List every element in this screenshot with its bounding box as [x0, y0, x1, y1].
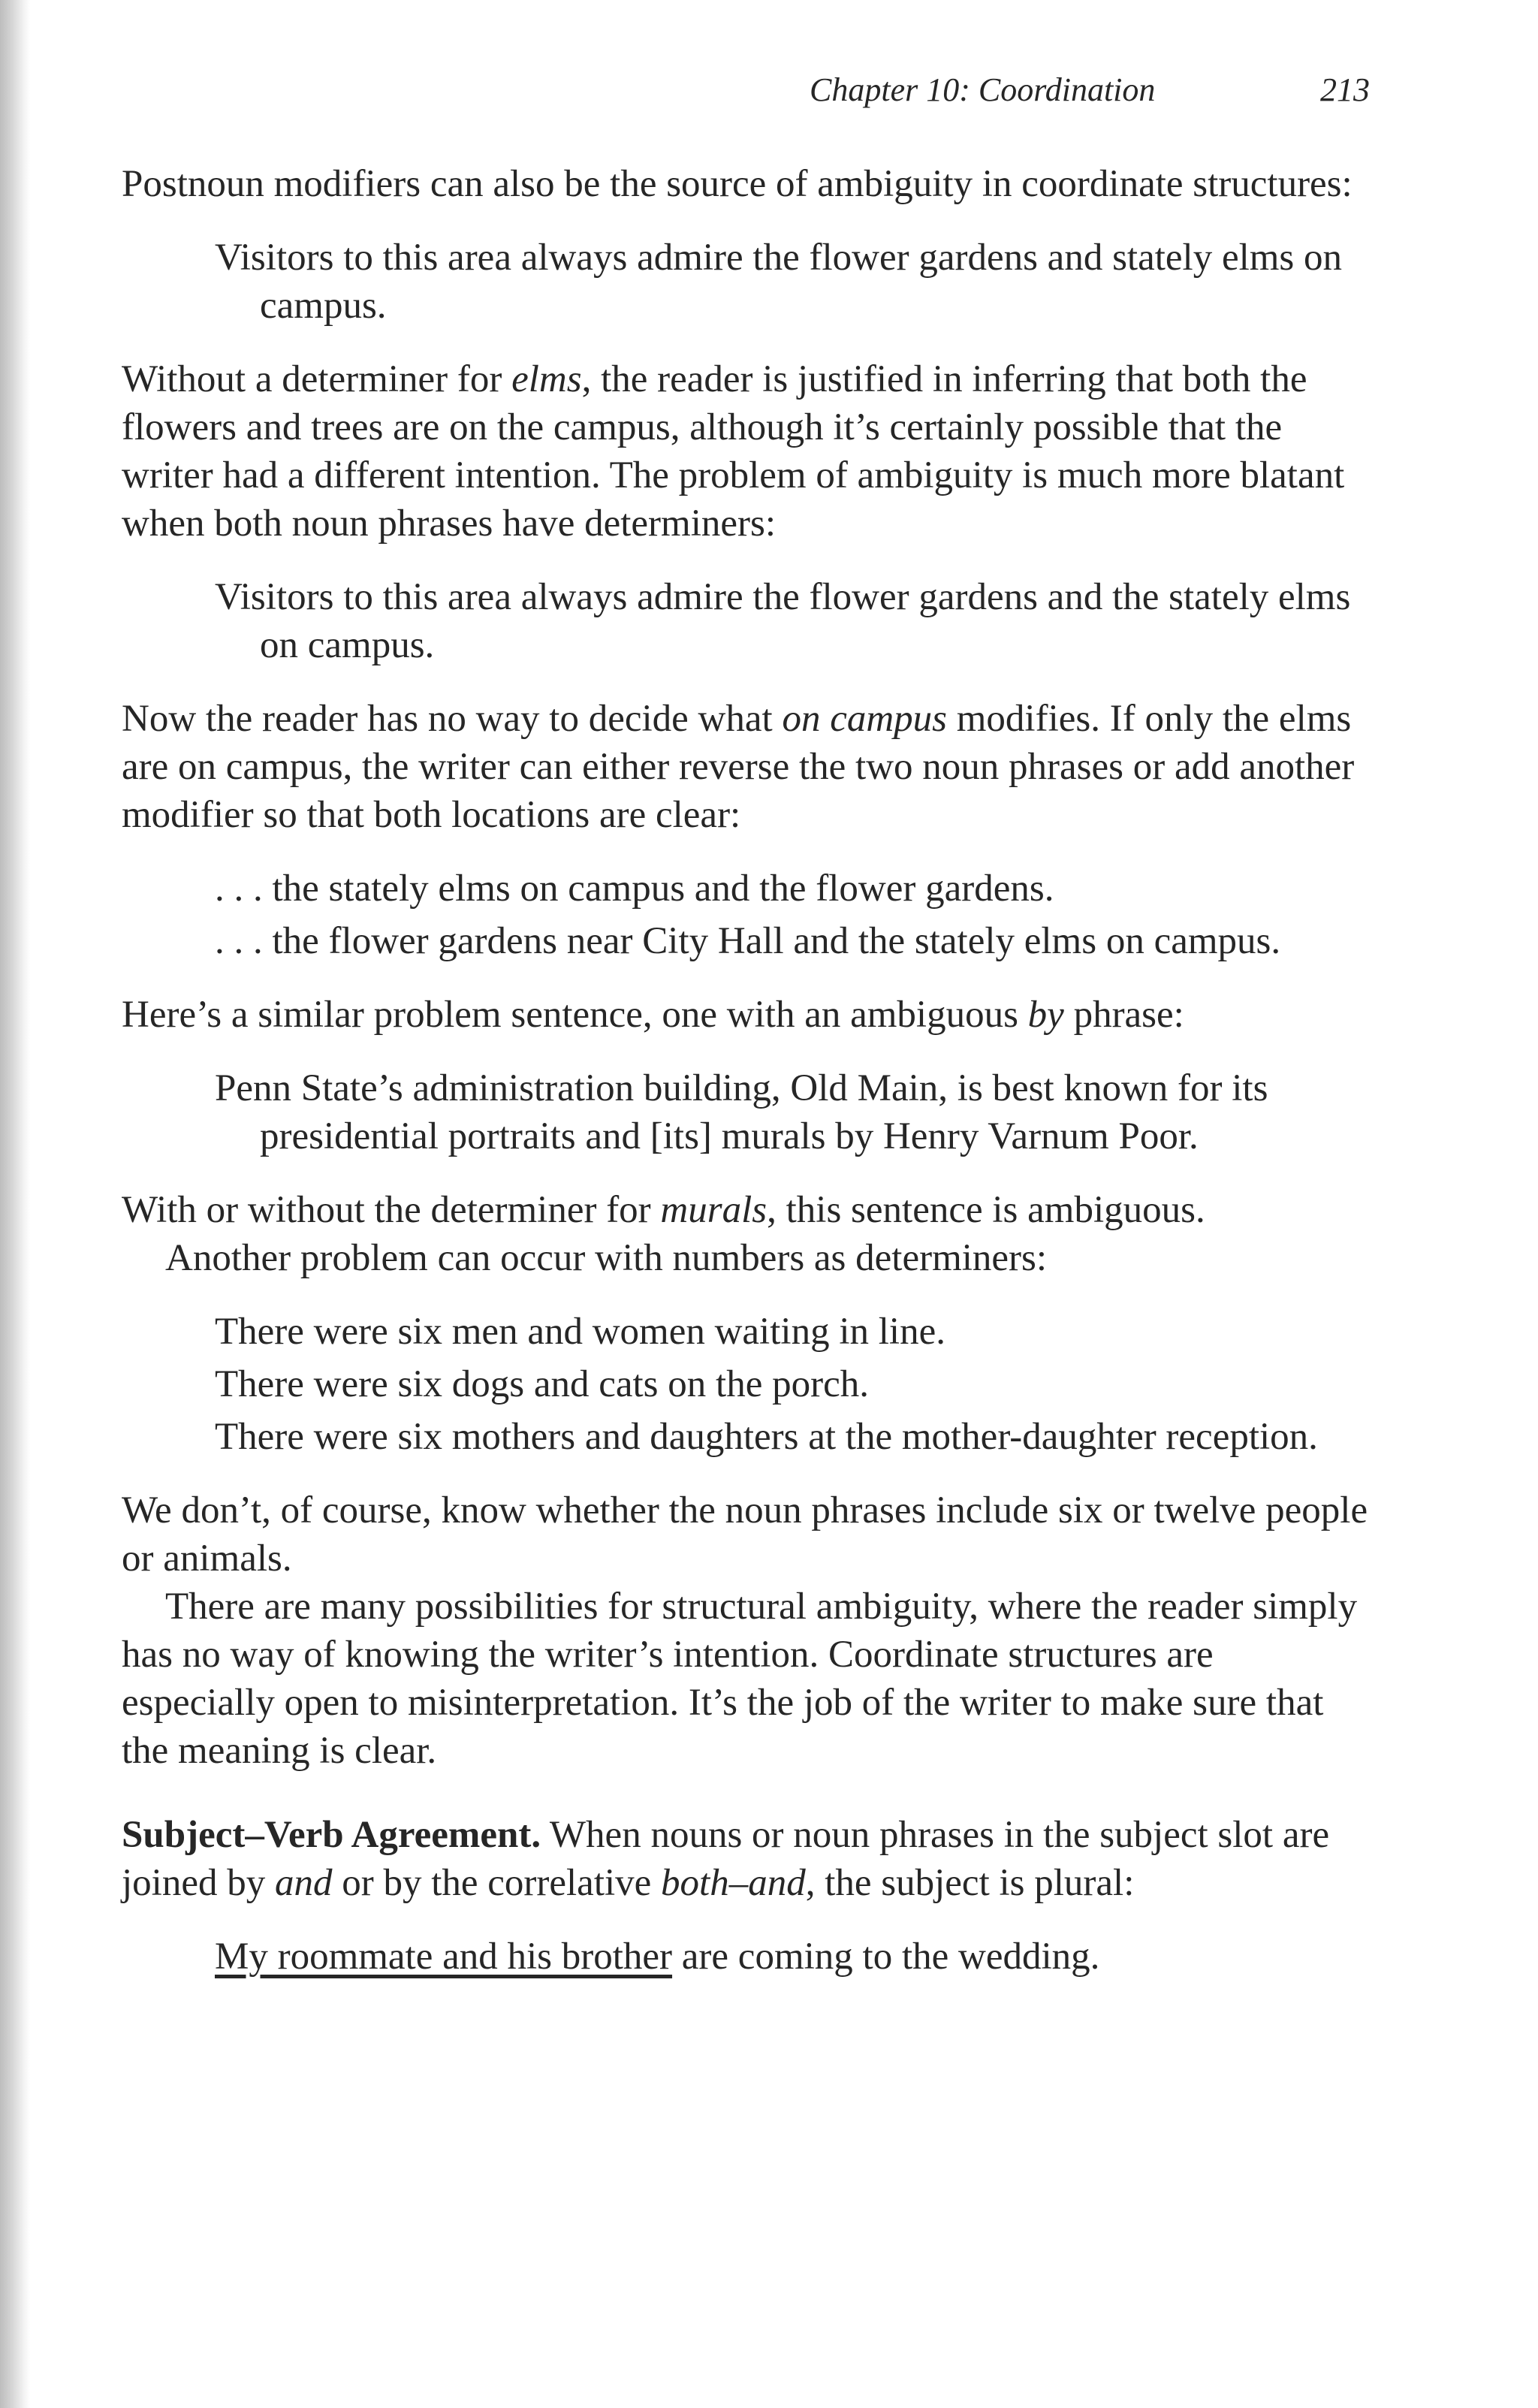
italic-term: by	[1027, 994, 1064, 1036]
italic-term: elms	[511, 358, 582, 400]
paragraph: There are many possibilities for structural ambiguity, where the reader simply has no way of knowing the writer’s intention. Coordinate structures are especially open to misinterpretation. It’s the job of the writer to make sure that the meaning is clear.	[122, 1586, 1358, 1772]
section-heading: Subject–Verb Agreement.	[122, 1814, 541, 1856]
text-run: , this sentence is ambiguous.	[767, 1189, 1205, 1231]
example-sentence: . . . the stately elms on campus and the flower gardens.	[215, 868, 1054, 910]
text-run: are coming to the wedding.	[672, 1936, 1100, 1978]
paragraph	[122, 355, 1371, 548]
italic-term: murals	[660, 1189, 767, 1231]
text-run: or by the correlative	[332, 1862, 662, 1904]
text-run: phrase:	[1063, 994, 1184, 1036]
text-run: Now the reader has no way to decide what	[122, 698, 783, 740]
paragraph: We don’t, of course, know whether the noun phrases include six or twelve people or animals.	[122, 1489, 1368, 1580]
text-run: , the subject is plural:	[805, 1862, 1135, 1904]
example-sentence: There were six dogs and cats on the porch.	[215, 1363, 869, 1405]
italic-term: both–and	[661, 1862, 806, 1904]
chapter-title: Chapter 10: Coordination	[810, 71, 1156, 108]
example-sentence	[215, 1933, 1371, 1981]
page-number: 213	[1320, 71, 1370, 108]
text-run: With or without the determiner for	[122, 1189, 661, 1231]
page-body	[122, 160, 1371, 1981]
text-run: When nouns or noun phrases in the subject slot are joined by	[122, 1814, 1330, 1904]
example-sentence: . . . the flower gardens near City Hall and the stately elms on campus.	[215, 920, 1281, 962]
example-sentence: Visitors to this area always admire the flower gardens and stately elms on campus.	[215, 237, 1343, 327]
italic-term: and	[274, 1862, 333, 1904]
text-run: Without a determiner for	[122, 358, 512, 400]
paragraph	[122, 1811, 1371, 1907]
text-run: Here’s a similar problem sentence, one with an ambiguous	[122, 994, 1028, 1036]
text-run: modifies. If only the elms are on campus, the writer can either reverse the two noun phrases or add another modifier so that both locations are clear:	[122, 698, 1355, 836]
page-binding-shadow	[0, 0, 30, 2408]
paragraph	[122, 991, 1371, 1039]
example-sentence: Visitors to this area always admire the flower gardens and the stately elms on campus.	[215, 576, 1351, 666]
paragraph	[122, 1186, 1371, 1234]
example-sentence: Penn State’s administration building, Old Main, is best known for its presidential portraits and [its] murals by Henry Varnum Poor.	[215, 1067, 1268, 1157]
underlined-subject: My roommate and his brother	[215, 1936, 673, 1978]
example-sentence: There were six men and women waiting in line.	[215, 1311, 945, 1353]
paragraph: Another problem can occur with numbers as determiners:	[165, 1237, 1048, 1279]
text-run: , the reader is justified in inferring that both the flowers and trees are on the campus, although it’s certainly possible that the writer had a different intention. The problem of ambiguity is much more blatant when both noun phrases have determiners:	[122, 358, 1345, 545]
example-sentence: There were six mothers and daughters at the mother-daughter reception.	[215, 1416, 1318, 1458]
paragraph	[122, 695, 1371, 839]
paragraph: Postnoun modifiers can also be the source of ambiguity in coordinate structures:	[122, 163, 1353, 205]
italic-term: on campus	[782, 698, 948, 740]
